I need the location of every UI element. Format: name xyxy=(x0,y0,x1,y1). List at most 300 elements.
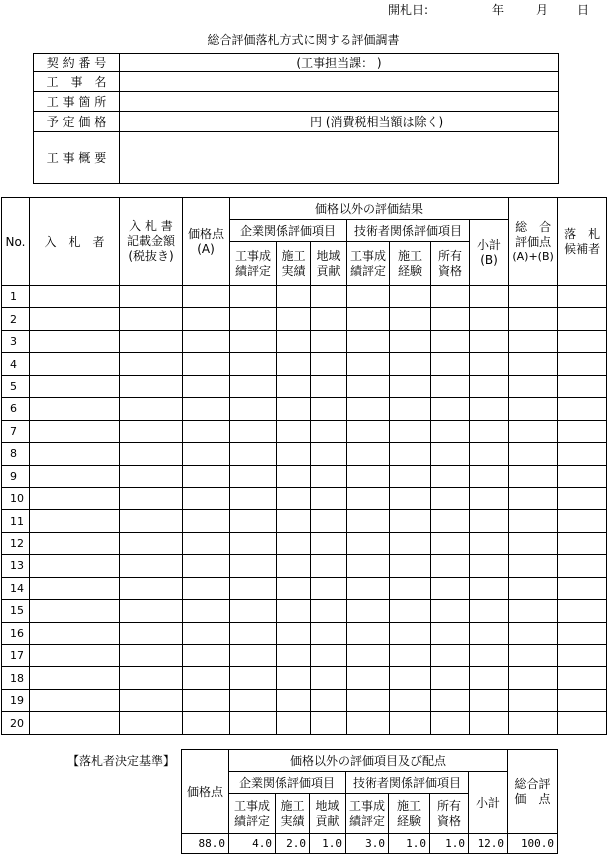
table-cell xyxy=(277,353,311,375)
criteria-engineer-items-header: 技術者関係評価項目 xyxy=(346,772,469,794)
table-cell xyxy=(311,622,347,644)
planned-price-field: 円 (消費税相当額は除く) xyxy=(120,112,559,132)
table-cell xyxy=(120,443,183,465)
table-cell xyxy=(311,398,347,420)
table-cell xyxy=(183,398,230,420)
table-cell xyxy=(183,600,230,622)
table-cell xyxy=(183,420,230,442)
table-cell xyxy=(390,465,431,487)
table-cell xyxy=(470,308,509,330)
table-cell xyxy=(120,353,183,375)
table-cell xyxy=(347,487,390,509)
table-cell xyxy=(311,443,347,465)
table-cell xyxy=(558,712,607,734)
table-cell xyxy=(347,420,390,442)
work-name-label: 工 事 名 xyxy=(34,72,120,92)
table-row xyxy=(2,555,607,577)
table-cell xyxy=(120,465,183,487)
table-cell xyxy=(470,375,509,397)
row-number: 20 xyxy=(2,712,30,734)
overview-field xyxy=(120,132,559,184)
table-row xyxy=(2,622,607,644)
project-info-table xyxy=(33,53,559,184)
table-cell xyxy=(558,465,607,487)
table-cell xyxy=(390,330,431,352)
col-price-score: 価格点 (A) xyxy=(183,198,230,286)
criteria-sub-qualifications: 所有 資格 xyxy=(430,794,469,834)
table-cell xyxy=(431,375,470,397)
col-bidder: 入 札 者 xyxy=(30,198,120,286)
table-row xyxy=(2,420,607,442)
table-cell xyxy=(183,487,230,509)
table-cell xyxy=(30,667,120,689)
table-cell xyxy=(390,286,431,308)
table-cell xyxy=(390,532,431,554)
table-cell xyxy=(558,532,607,554)
row-number: 6 xyxy=(2,398,30,420)
table-cell xyxy=(347,398,390,420)
table-cell xyxy=(509,555,558,577)
table-cell xyxy=(558,375,607,397)
table-cell xyxy=(183,532,230,554)
table-cell xyxy=(509,645,558,667)
table-cell xyxy=(431,420,470,442)
table-cell xyxy=(470,398,509,420)
table-cell xyxy=(431,555,470,577)
table-cell xyxy=(183,286,230,308)
table-cell xyxy=(230,487,277,509)
contract-no-label: 契 約 番 号 xyxy=(34,54,120,72)
table-cell xyxy=(311,577,347,599)
table-cell xyxy=(183,353,230,375)
table-cell xyxy=(347,353,390,375)
table-cell xyxy=(470,330,509,352)
table-row xyxy=(2,689,607,711)
table-cell xyxy=(120,375,183,397)
open-date-label: 開札日: xyxy=(388,3,429,17)
table-cell xyxy=(509,667,558,689)
criteria-subtotal-header: 小計 xyxy=(469,772,508,834)
table-cell xyxy=(30,398,120,420)
table-cell xyxy=(470,286,509,308)
table-cell xyxy=(558,577,607,599)
table-cell xyxy=(390,443,431,465)
table-cell xyxy=(431,308,470,330)
table-row xyxy=(2,577,607,599)
table-cell xyxy=(431,689,470,711)
table-cell xyxy=(347,532,390,554)
table-row xyxy=(2,487,607,509)
table-cell xyxy=(470,689,509,711)
table-cell xyxy=(230,308,277,330)
table-cell xyxy=(30,465,120,487)
table-cell xyxy=(311,667,347,689)
table-cell xyxy=(431,286,470,308)
table-cell xyxy=(120,645,183,667)
table-cell xyxy=(311,286,347,308)
table-cell xyxy=(30,689,120,711)
table-cell xyxy=(347,712,390,734)
table-cell xyxy=(347,667,390,689)
table-cell xyxy=(390,689,431,711)
table-cell xyxy=(347,577,390,599)
table-cell xyxy=(277,420,311,442)
table-cell xyxy=(390,622,431,644)
table-cell xyxy=(277,600,311,622)
table-cell xyxy=(30,645,120,667)
table-cell xyxy=(347,645,390,667)
table-cell xyxy=(183,443,230,465)
table-cell xyxy=(509,689,558,711)
table-cell xyxy=(347,600,390,622)
table-cell xyxy=(431,487,470,509)
table-cell xyxy=(470,487,509,509)
table-cell xyxy=(509,330,558,352)
table-cell xyxy=(509,532,558,554)
table-cell xyxy=(230,712,277,734)
table-cell xyxy=(347,443,390,465)
table-cell xyxy=(30,487,120,509)
table-cell xyxy=(183,689,230,711)
table-cell xyxy=(230,420,277,442)
table-cell xyxy=(277,443,311,465)
table-cell xyxy=(311,600,347,622)
table-row xyxy=(2,443,607,465)
table-cell xyxy=(390,577,431,599)
table-cell xyxy=(509,286,558,308)
table-cell xyxy=(183,712,230,734)
table-cell xyxy=(183,330,230,352)
table-cell xyxy=(120,600,183,622)
table-cell xyxy=(311,712,347,734)
work-place-field xyxy=(120,92,559,112)
table-cell xyxy=(30,308,120,330)
table-cell xyxy=(558,286,607,308)
overview-label: 工 事 概 要 xyxy=(34,132,120,184)
table-cell xyxy=(431,577,470,599)
table-cell xyxy=(230,286,277,308)
table-cell xyxy=(277,330,311,352)
table-cell xyxy=(230,532,277,554)
col-other-results: 価格以外の評価結果 xyxy=(230,198,509,220)
table-cell xyxy=(30,510,120,532)
table-cell xyxy=(470,555,509,577)
row-number: 4 xyxy=(2,353,30,375)
table-row xyxy=(2,532,607,554)
table-cell xyxy=(470,645,509,667)
table-row xyxy=(2,398,607,420)
table-cell xyxy=(470,443,509,465)
table-cell xyxy=(277,689,311,711)
table-cell xyxy=(30,375,120,397)
criteria-value-qualifications: 1.0 xyxy=(430,834,469,854)
table-cell xyxy=(120,622,183,644)
table-cell xyxy=(230,510,277,532)
table-cell xyxy=(183,555,230,577)
sub-construction-experience: 施工 経験 xyxy=(390,242,431,286)
sub-engineer-performance: 工事成 績評定 xyxy=(347,242,390,286)
table-cell xyxy=(431,398,470,420)
table-cell xyxy=(120,510,183,532)
col-total: 総 合 評価点 (A)+(B) xyxy=(509,198,558,286)
table-cell xyxy=(558,487,607,509)
criteria-value-total: 100.0 xyxy=(508,834,558,854)
table-cell xyxy=(347,689,390,711)
table-cell xyxy=(230,398,277,420)
table-cell xyxy=(30,577,120,599)
table-cell xyxy=(470,622,509,644)
col-no: No. xyxy=(2,198,30,286)
row-number: 5 xyxy=(2,375,30,397)
table-cell xyxy=(311,532,347,554)
date-month: 月 xyxy=(536,3,549,17)
criteria-value-construction-record: 2.0 xyxy=(276,834,310,854)
table-cell xyxy=(277,375,311,397)
row-number: 10 xyxy=(2,487,30,509)
table-cell xyxy=(30,600,120,622)
sub-construction-record: 施工 実績 xyxy=(277,242,311,286)
table-cell xyxy=(277,532,311,554)
table-cell xyxy=(230,577,277,599)
table-cell xyxy=(30,443,120,465)
table-cell xyxy=(30,532,120,554)
table-cell xyxy=(509,465,558,487)
sub-qualifications: 所有 資格 xyxy=(431,242,470,286)
table-cell xyxy=(311,308,347,330)
criteria-value-subtotal: 12.0 xyxy=(469,834,508,854)
table-cell xyxy=(347,622,390,644)
row-number: 15 xyxy=(2,600,30,622)
table-cell xyxy=(230,689,277,711)
table-cell xyxy=(183,510,230,532)
table-cell xyxy=(347,555,390,577)
work-name-field xyxy=(120,72,559,92)
table-cell xyxy=(509,622,558,644)
table-cell xyxy=(470,600,509,622)
table-cell xyxy=(509,712,558,734)
table-cell xyxy=(558,622,607,644)
table-cell xyxy=(470,465,509,487)
table-cell xyxy=(558,600,607,622)
criteria-company-items-header: 企業関係評価項目 xyxy=(229,772,346,794)
table-cell xyxy=(558,510,607,532)
table-row xyxy=(2,465,607,487)
table-cell xyxy=(120,555,183,577)
table-cell xyxy=(311,645,347,667)
table-cell xyxy=(30,712,120,734)
table-row xyxy=(2,308,607,330)
row-number: 19 xyxy=(2,689,30,711)
table-cell xyxy=(558,443,607,465)
table-cell xyxy=(311,487,347,509)
table-cell xyxy=(277,555,311,577)
table-cell xyxy=(509,375,558,397)
table-cell xyxy=(558,645,607,667)
table-cell xyxy=(30,555,120,577)
table-cell xyxy=(277,667,311,689)
planned-price-label: 予 定 価 格 xyxy=(34,112,120,132)
table-cell xyxy=(277,308,311,330)
date-year: 年 xyxy=(492,3,505,17)
criteria-table xyxy=(181,749,558,854)
table-cell xyxy=(509,510,558,532)
table-cell xyxy=(120,577,183,599)
criteria-sub-regional-contribution: 地域 貢献 xyxy=(310,794,346,834)
table-cell xyxy=(431,353,470,375)
row-number: 3 xyxy=(2,330,30,352)
table-cell xyxy=(390,487,431,509)
table-cell xyxy=(230,353,277,375)
table-cell xyxy=(390,375,431,397)
table-cell xyxy=(230,667,277,689)
table-cell xyxy=(558,420,607,442)
table-cell xyxy=(390,645,431,667)
table-cell xyxy=(30,420,120,442)
table-cell xyxy=(558,353,607,375)
table-row xyxy=(2,712,607,734)
table-cell xyxy=(230,375,277,397)
table-cell xyxy=(509,398,558,420)
table-cell xyxy=(431,645,470,667)
table-cell xyxy=(120,712,183,734)
row-number: 13 xyxy=(2,555,30,577)
col-subtotal: 小計 (B) xyxy=(470,220,509,286)
criteria-value-construction-experience: 1.0 xyxy=(389,834,430,854)
table-cell xyxy=(390,555,431,577)
table-cell xyxy=(311,689,347,711)
criteria-other-items-header: 価格以外の評価項目及び配点 xyxy=(229,750,508,772)
table-cell xyxy=(120,532,183,554)
table-cell xyxy=(509,600,558,622)
criteria-total-header: 総合評 価 点 xyxy=(508,750,558,834)
table-cell xyxy=(390,398,431,420)
table-row xyxy=(2,353,607,375)
criteria-sub-construction-record: 施工 実績 xyxy=(276,794,310,834)
table-cell xyxy=(30,286,120,308)
sub-company-performance: 工事成 績評定 xyxy=(230,242,277,286)
evaluation-table xyxy=(1,197,607,735)
table-row xyxy=(2,330,607,352)
table-row xyxy=(2,667,607,689)
row-number: 17 xyxy=(2,645,30,667)
table-cell xyxy=(230,330,277,352)
criteria-value-regional-contribution: 1.0 xyxy=(310,834,346,854)
row-number: 1 xyxy=(2,286,30,308)
table-cell xyxy=(311,353,347,375)
table-cell xyxy=(120,286,183,308)
table-cell xyxy=(277,577,311,599)
table-cell xyxy=(470,420,509,442)
table-cell xyxy=(230,645,277,667)
table-cell xyxy=(277,712,311,734)
date-day: 日 xyxy=(577,3,590,17)
table-cell xyxy=(558,555,607,577)
table-cell xyxy=(183,375,230,397)
criteria-value-engineer-performance: 3.0 xyxy=(346,834,389,854)
table-cell xyxy=(120,308,183,330)
table-cell xyxy=(431,443,470,465)
criteria-value-price-score: 88.0 xyxy=(182,834,229,854)
table-cell xyxy=(230,600,277,622)
table-cell xyxy=(30,622,120,644)
criteria-sub-engineer-performance: 工事成 績評定 xyxy=(346,794,389,834)
table-cell xyxy=(183,465,230,487)
row-number: 2 xyxy=(2,308,30,330)
company-items-header: 企業関係評価項目 xyxy=(230,220,347,242)
table-cell xyxy=(470,577,509,599)
table-cell xyxy=(347,465,390,487)
table-cell xyxy=(470,353,509,375)
table-cell xyxy=(183,577,230,599)
table-cell xyxy=(120,330,183,352)
criteria-sub-company-performance: 工事成 績評定 xyxy=(229,794,276,834)
table-cell xyxy=(390,510,431,532)
table-cell xyxy=(277,286,311,308)
table-cell xyxy=(347,286,390,308)
row-number: 12 xyxy=(2,532,30,554)
table-cell xyxy=(311,510,347,532)
table-row xyxy=(2,645,607,667)
table-cell xyxy=(30,353,120,375)
table-cell xyxy=(390,308,431,330)
table-cell xyxy=(183,308,230,330)
table-cell xyxy=(183,667,230,689)
criteria-value-company-performance: 4.0 xyxy=(229,834,276,854)
table-cell xyxy=(431,622,470,644)
table-cell xyxy=(311,330,347,352)
table-cell xyxy=(470,510,509,532)
table-cell xyxy=(431,532,470,554)
table-cell xyxy=(277,465,311,487)
document-title: 総合評価落札方式に関する評価調書 xyxy=(207,33,400,47)
table-cell xyxy=(277,510,311,532)
table-cell xyxy=(311,465,347,487)
table-cell xyxy=(230,555,277,577)
dept-field: (工事担当課： ) xyxy=(120,54,559,72)
table-cell xyxy=(120,667,183,689)
col-bid-amount: 入 札 書 記載金額 (税抜き) xyxy=(120,198,183,286)
sub-regional-contribution: 地域 貢献 xyxy=(311,242,347,286)
table-cell xyxy=(390,420,431,442)
table-cell xyxy=(183,645,230,667)
row-number: 7 xyxy=(2,420,30,442)
table-cell xyxy=(390,712,431,734)
table-cell xyxy=(120,487,183,509)
row-number: 16 xyxy=(2,622,30,644)
table-cell xyxy=(390,353,431,375)
table-cell xyxy=(509,577,558,599)
table-cell xyxy=(120,689,183,711)
table-cell xyxy=(558,689,607,711)
table-row xyxy=(2,375,607,397)
table-cell xyxy=(120,398,183,420)
table-cell xyxy=(470,532,509,554)
table-cell xyxy=(390,667,431,689)
table-cell xyxy=(183,622,230,644)
table-cell xyxy=(277,645,311,667)
table-row xyxy=(2,286,607,308)
table-cell xyxy=(311,420,347,442)
row-number: 14 xyxy=(2,577,30,599)
table-cell xyxy=(558,308,607,330)
table-cell xyxy=(230,465,277,487)
table-cell xyxy=(431,712,470,734)
table-cell xyxy=(230,622,277,644)
table-cell xyxy=(230,443,277,465)
table-cell xyxy=(509,420,558,442)
row-number: 18 xyxy=(2,667,30,689)
row-number: 9 xyxy=(2,465,30,487)
